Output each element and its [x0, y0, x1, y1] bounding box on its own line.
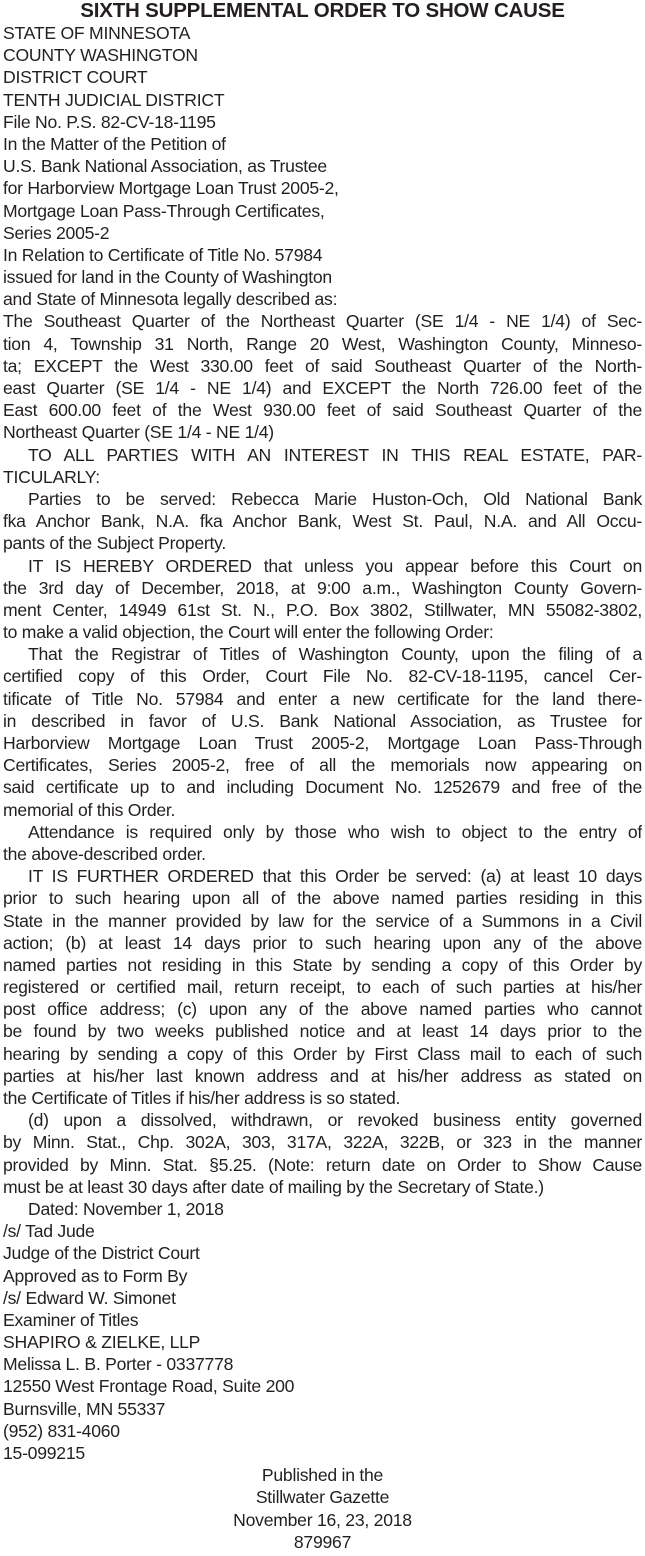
text-line: to make a valid objection, the Court will enter the following Order: — [3, 622, 494, 643]
text-line: in described in favor of U.S. Bank National Association, as Trustee for — [3, 710, 642, 731]
text-line: post office address; (c) upon any of the above named parties who cannot — [3, 999, 642, 1020]
text-line: East 600.00 feet of the West 930.00 feet of said Southeast Quarter of the — [3, 400, 642, 421]
paragraph — [3, 1109, 642, 1198]
text-line: must be at least 30 days after date of mailing by the Secretary of State.) — [3, 1176, 544, 1197]
text-line: provided by Minn. Stat. §5.25. (Note: return date on Order to Show Cause — [3, 1154, 642, 1175]
text-line: IT IS HEREBY ORDERED that unless you appear before this Court on — [28, 555, 642, 576]
text-line: TICULARLY: — [3, 466, 100, 487]
text-line: DISTRICT COURT — [3, 67, 148, 88]
text-block — [3, 22, 642, 310]
text-line: In Relation to Certificate of Title No. 57984 — [3, 244, 323, 265]
text-line: Published in the — [261, 1465, 384, 1486]
text-line: /s/ Edward W. Simonet — [3, 1287, 176, 1308]
paragraph — [3, 488, 642, 555]
paragraph — [3, 643, 642, 821]
paragraph — [3, 310, 642, 443]
text-line: State in the manner provided by law for the service of a Summons in a Civil — [3, 910, 642, 931]
text-line: by Minn. Stat., Chp. 302A, 303, 317A, 322A, 322B, or 323 in the manner — [3, 1132, 642, 1153]
text-line: /s/ Tad Jude — [3, 1221, 95, 1242]
paragraph — [3, 821, 642, 865]
notice-title: SIXTH SUPPLEMENTAL ORDER TO SHOW CAUSE — [80, 0, 565, 22]
text-line: memorial of this Order. — [3, 799, 176, 820]
text-line: pants of the Subject Property. — [3, 533, 226, 554]
text-line: TO ALL PARTIES WITH AN INTEREST IN THIS REAL ESTATE, PAR- — [28, 444, 642, 465]
text-line: Approved as to Form By — [3, 1265, 188, 1286]
text-line: for Harborview Mortgage Loan Trust 2005-2, — [3, 178, 339, 199]
text-line: fka Anchor Bank, N.A. fka Anchor Bank, West St. Paul, N.A. and All Occu- — [3, 511, 642, 532]
text-line: said certificate up to and including Document No. 1252679 and free of the — [3, 777, 642, 798]
text-line: Mortgage Loan Pass-Through Certificates, — [3, 200, 325, 221]
text-line: U.S. Bank National Association, as Trustee — [3, 156, 327, 177]
text-line: prior to such hearing upon all of the above named parties residing in this — [3, 888, 642, 909]
paragraph — [3, 444, 642, 488]
text-line: STATE OF MINNESOTA — [3, 23, 191, 43]
text-line: action; (b) at least 14 days prior to such hearing upon any of the above — [3, 932, 642, 953]
text-line: be found by two weeks published notice and at least 14 days prior to the — [3, 1021, 642, 1042]
text-line: November 16, 23, 2018 — [233, 1509, 412, 1530]
text-line: named parties not residing in this State by sending a copy of this Order by — [3, 954, 642, 975]
text-line: (d) upon a dissolved, withdrawn, or revoked business entity governed — [28, 1110, 642, 1131]
text-block — [3, 1198, 642, 1220]
text-line: Certificates, Series 2005-2, free of all the memorials now appearing on — [3, 755, 642, 776]
text-line: and State of Minnesota legally described as: — [3, 289, 338, 310]
text-line: TENTH JUDICIAL DISTRICT — [3, 89, 225, 110]
text-line: issued for land in the County of Washington — [3, 267, 332, 288]
text-line: hearing by sending a copy of this Order by First Class mail to each of such — [3, 1043, 642, 1064]
text-line: Melissa L. B. Porter - 0337778 — [3, 1354, 234, 1375]
text-line: Stillwater Gazette — [255, 1487, 390, 1508]
text-line: tificate of Title No. 57984 and enter a new certificate for the land there- — [3, 688, 642, 709]
text-line: Burnsville, MN 55337 — [3, 1398, 166, 1419]
text-line: the above-described order. — [3, 843, 206, 864]
text-block — [3, 1220, 642, 1464]
text-line: registered or certified mail, return receipt, to each of such parties at his/her — [3, 977, 642, 998]
notice-body — [3, 22, 642, 1553]
text-line: tion 4, Township 31 North, Range 20 West, Washington County, Minneso- — [3, 333, 642, 354]
text-line: Judge of the District Court — [3, 1243, 200, 1264]
text-line: Attendance is required only by those who wish to object to the entry of — [28, 821, 642, 842]
text-line: certified copy of this Order, Court File No. 82-CV-18-1195, cancel Cer- — [3, 666, 642, 687]
text-line: Examiner of Titles — [3, 1309, 139, 1330]
text-line: Parties to be served: Rebecca Marie Huston-Och, Old National Bank — [28, 488, 642, 509]
text-line: Dated: November 1, 2018 — [28, 1198, 224, 1219]
text-line: Northeast Quarter (SE 1/4 - NE 1/4) — [3, 422, 274, 443]
text-line: The Southeast Quarter of the Northeast Quarter (SE 1/4 - NE 1/4) of Sec- — [3, 311, 642, 332]
text-line: (952) 831-4060 — [3, 1420, 120, 1441]
text-line: 15-099215 — [3, 1443, 85, 1463]
publication-info — [3, 1464, 642, 1553]
text-line: ta; EXCEPT the West 330.00 feet of said Southeast Quarter of the North- — [3, 355, 642, 376]
text-line: SHAPIRO & ZIELKE, LLP — [3, 1332, 201, 1353]
text-line: COUNTY WASHINGTON — [3, 45, 198, 66]
paragraph — [3, 555, 642, 644]
text-line: the Certificate of Titles if his/her address is so stated. — [3, 1088, 401, 1108]
text-line: Harborview Mortgage Loan Trust 2005-2, Mortgage Loan Pass-Through — [3, 733, 642, 753]
text-line: 879967 — [293, 1531, 352, 1552]
paragraph — [3, 865, 642, 1109]
text-line: IT IS FURTHER ORDERED that this Order be served: (a) at least 10 days — [28, 866, 642, 887]
text-line: ment Center, 14949 61st St. N., P.O. Box 3802, Stillwater, MN 55082-3802, — [3, 599, 642, 620]
text-line: east Quarter (SE 1/4 - NE 1/4) and EXCEPT the North 726.00 feet of the — [3, 378, 642, 398]
text-line: 12550 West Frontage Road, Suite 200 — [3, 1376, 295, 1397]
text-line: That the Registrar of Titles of Washington County, upon the filing of a — [28, 644, 642, 665]
text-line: the 3rd day of December, 2018, at 9:00 a.m., Washington County Govern- — [3, 577, 642, 598]
text-line: Series 2005-2 — [3, 222, 110, 243]
text-line: In the Matter of the Petition of — [3, 133, 226, 154]
text-line: parties at his/her last known address and at his/her address as stated on — [3, 1065, 642, 1086]
text-line: File No. P.S. 82-CV-18-1195 — [3, 111, 216, 132]
